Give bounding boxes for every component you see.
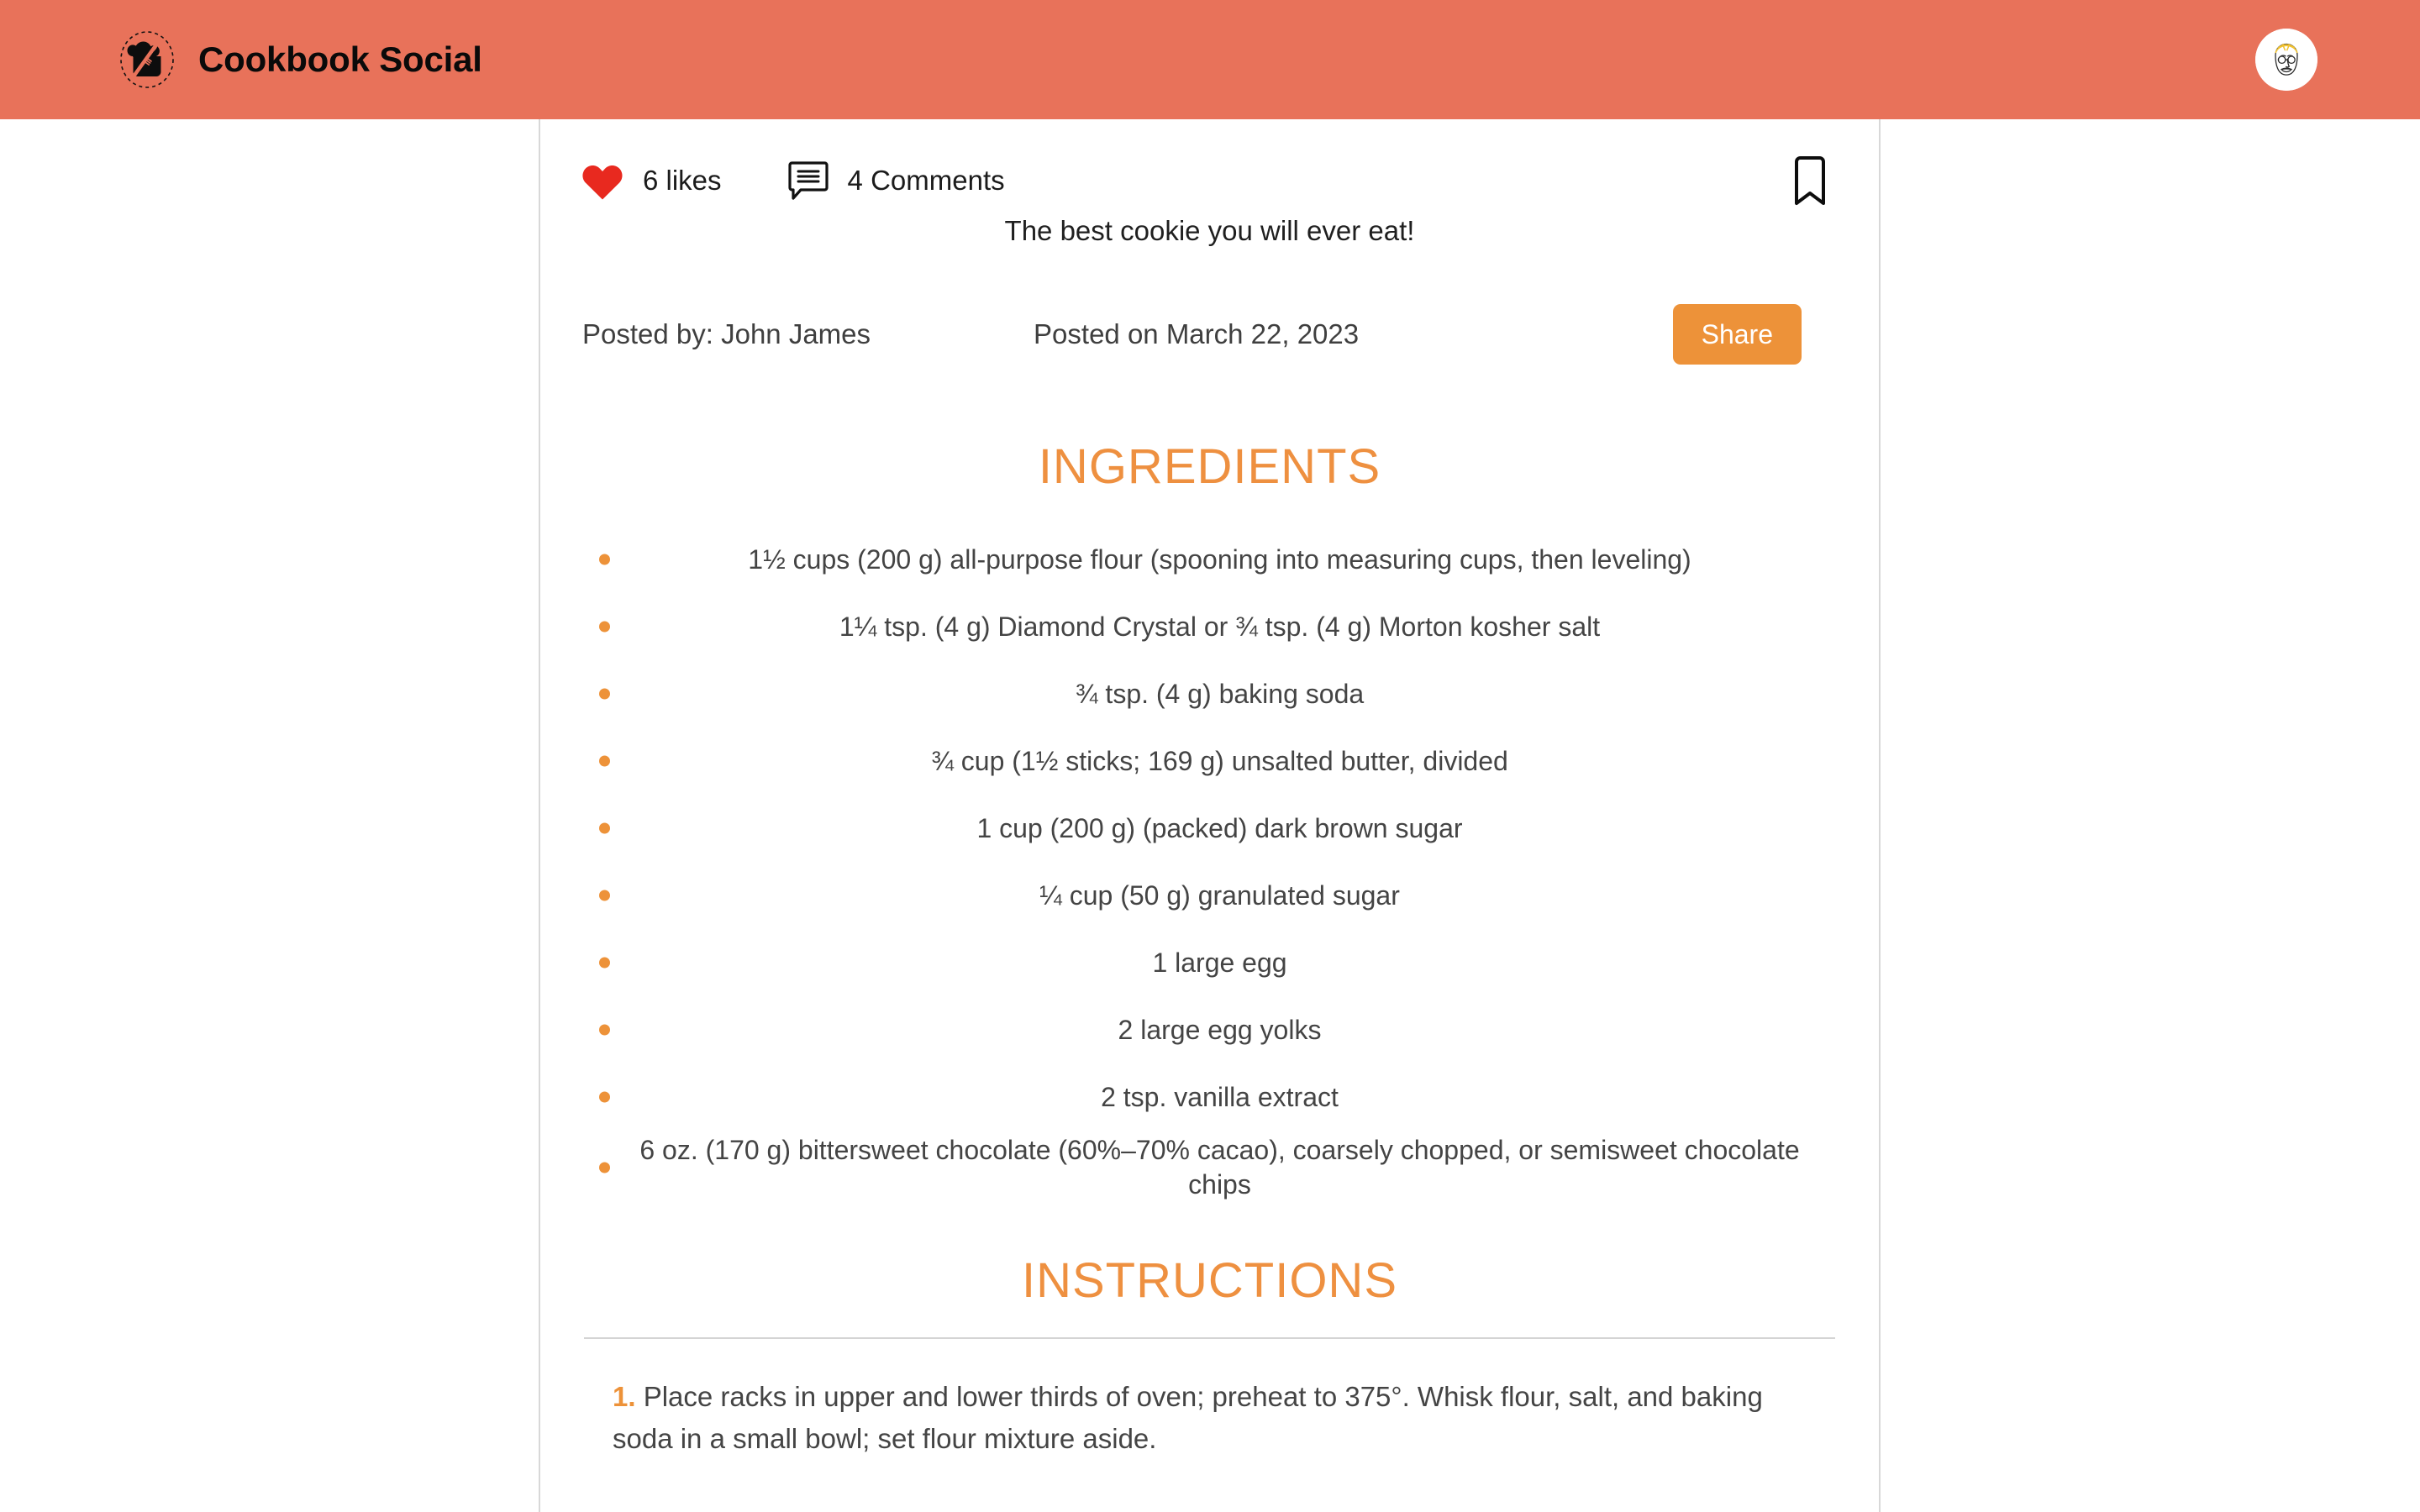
top-navigation-bar	[0, 0, 2420, 119]
list-item	[587, 1066, 1815, 1128]
post-social-bar	[581, 119, 1839, 210]
post-author-label: Posted by: John James	[582, 318, 871, 349]
list-item	[587, 1133, 1815, 1202]
user-avatar-face-icon[interactable]	[2255, 29, 2317, 91]
ingredient-text: 2 large egg yolks	[1118, 1014, 1322, 1045]
ingredient-text: ¾ cup (1½ sticks; 169 g) unsalted butter, divided	[931, 745, 1508, 776]
list-item	[587, 797, 1815, 859]
post-caption: The best cookie you will ever eat!	[1004, 215, 1415, 246]
comments-group[interactable]	[787, 160, 1005, 201]
recipe-post-card	[539, 119, 1881, 1512]
list-item	[587, 528, 1815, 591]
list-item	[587, 730, 1815, 792]
share-button[interactable]: Share	[1673, 304, 1802, 365]
likes-group[interactable]	[581, 160, 722, 201]
ingredient-text: 2 tsp. vanilla extract	[1101, 1081, 1339, 1112]
likes-count-label: 6 likes	[643, 165, 722, 196]
list-item	[587, 596, 1815, 658]
ingredients-heading: INGREDIENTS	[1038, 439, 1381, 494]
instructions-divider	[584, 1337, 1835, 1339]
ingredient-text: ¾ tsp. (4 g) baking soda	[1075, 678, 1365, 709]
chef-hat-fork-icon	[118, 30, 176, 89]
brand-logo-group[interactable]	[118, 30, 482, 89]
brand-title: Cookbook Social	[198, 39, 482, 79]
ingredient-text: 1 large egg	[1152, 947, 1287, 978]
post-date-label: Posted on March 22, 2023	[1034, 318, 1360, 349]
list-item	[587, 663, 1815, 725]
instruction-step	[581, 1376, 1839, 1460]
heart-filled-icon[interactable]	[581, 160, 624, 201]
ingredients-list	[581, 528, 1839, 1202]
ingredient-text: ¼ cup (50 g) granulated sugar	[1039, 879, 1400, 911]
list-item	[587, 864, 1815, 927]
list-item	[587, 932, 1815, 994]
ingredient-text: 1¼ tsp. (4 g) Diamond Crystal or ¾ tsp. (4 g) Morton kosher salt	[839, 611, 1601, 642]
list-item	[587, 999, 1815, 1061]
instruction-step-number: 1.	[613, 1380, 636, 1412]
comment-bubble-icon[interactable]	[787, 160, 829, 201]
bookmark-outline-icon	[1791, 155, 1828, 207]
instruction-step-text: Place racks in upper and lower thirds of oven; preheat to 375°. Whisk flour, salt, and baking soda in a small bowl; set flour mixture aside.	[613, 1380, 1763, 1455]
instructions-heading: INSTRUCTIONS	[1022, 1252, 1397, 1308]
ingredient-text: 1 cup (200 g) (packed) dark brown sugar	[976, 812, 1463, 843]
comments-count-label: 4 Comments	[847, 165, 1005, 196]
ingredient-text: 6 oz. (170 g) bittersweet chocolate (60%–70% cacao), coarsely chopped, or semisweet chocolate chips	[639, 1135, 1800, 1200]
post-meta-row	[581, 296, 1839, 373]
ingredient-text: 1½ cups (200 g) all-purpose flour (spooning into measuring cups, then leveling)	[748, 543, 1691, 575]
bookmark-button[interactable]	[1791, 155, 1828, 207]
